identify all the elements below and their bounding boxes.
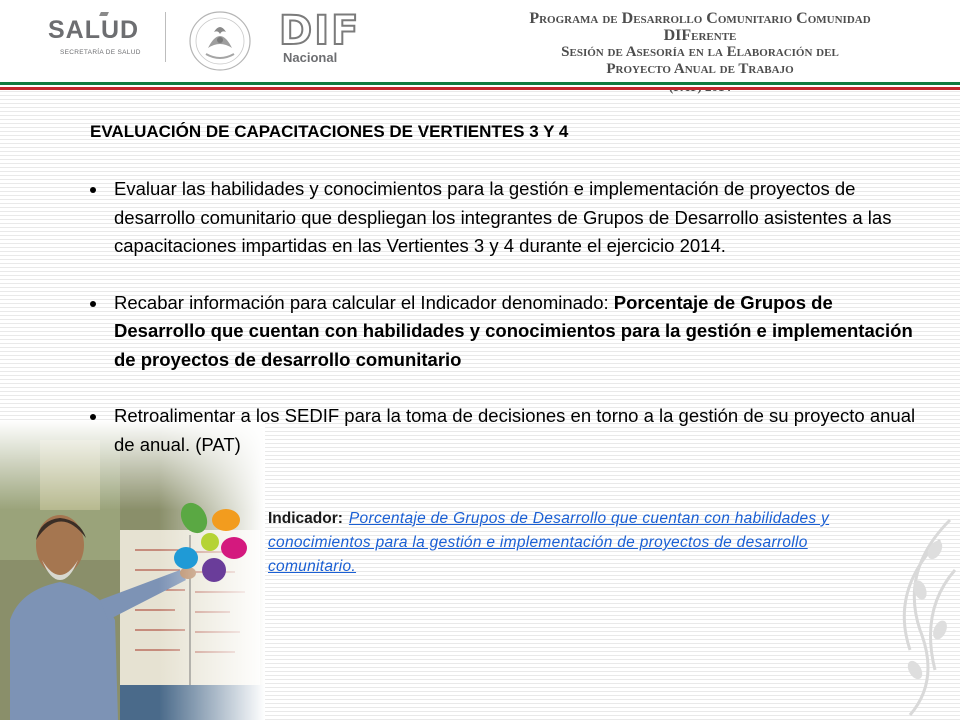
dif-logo-subtitle: Nacional [283,50,338,65]
section-heading: EVALUACIÓN DE CAPACITACIONES DE VERTIENTES 3 Y 4 [90,122,569,141]
bullet-text: Recabar información para calcular el Indicador denominado: [114,291,614,313]
indicator-note [268,507,838,579]
mexico-seal-icon [178,10,262,72]
salud-logo-text: SALUD [48,16,140,44]
bullet-text: Retroalimentar a los SEDIF para la toma de decisiones en torno a la gestión de su proyecto anual de anual. (PAT) [114,405,916,455]
bullet-dot [90,187,96,193]
salud-logo-subtitle: SECRETARÍA DE SALUD [60,49,141,56]
dif-logo-text: DIF [279,8,361,54]
list-item [90,402,920,459]
header [0,0,960,82]
header-stripe-red [0,87,960,90]
program-title-line-2: Sesión de Asesoría en la Elaboración del [561,44,839,60]
objectives-list [90,175,920,487]
program-title-line-3: Proyecto Anual de Trabajo [606,61,794,77]
flower-logo-icon [164,500,254,590]
seal-watermark-icon [880,510,960,720]
list-item [90,175,920,261]
logo-divider [165,12,166,62]
bullet-bold-text: Porcentaje de Grupos de Desarrollo que cuentan con habilidades y conocimientos para la gestión e implementación de proyectos de desarrollo comunitario [114,291,913,370]
program-title-line-1: Programa de Desarrollo Comunitario Comunidad DIFerente [529,10,871,44]
bullet-dot [90,301,96,307]
bullet-text: Evaluar las habilidades y conocimientos para la gestión e implementación de proyectos de desarrollo comunitario que despliegan los integrantes de Grupos de Desarrollo asistentes a las capacitaciones impartidas en las Vertientes 3 y 4 durante el ejercicio 2014. [114,178,892,256]
dif-logo [279,8,361,66]
list-item [90,289,920,375]
indicator-link[interactable]: Porcentaje de Grupos de Desarrollo que cuentan con habilidades y conocimientos para la gestión e implementación de proyectos de desarrollo comunitario. [268,510,830,575]
bullet-dot [90,414,96,420]
indicator-label: Indicador: [268,510,343,527]
salud-logo [48,16,163,56]
